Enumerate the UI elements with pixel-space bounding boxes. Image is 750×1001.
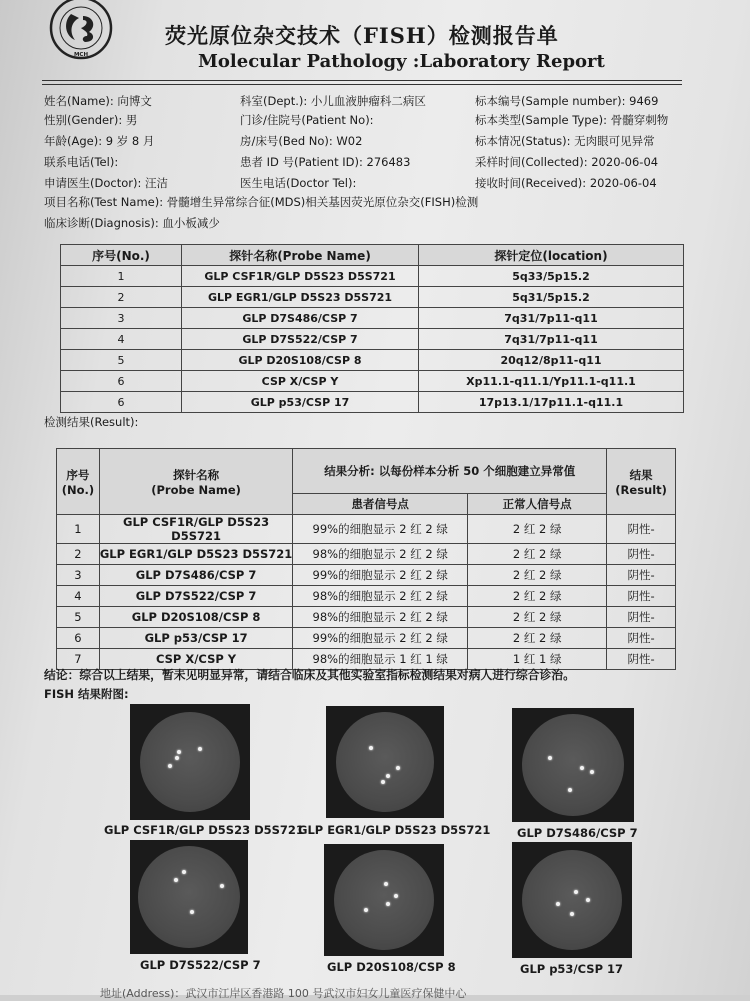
probe-no: 2 xyxy=(61,287,182,308)
col-location: 探针定位(location) xyxy=(419,245,684,266)
normal-signal: 2 红 2 绿 xyxy=(468,565,607,586)
patient-name: 姓名(Name): 向博文 xyxy=(44,94,152,108)
bed-number: 房/床号(Bed No): W02 xyxy=(240,134,363,148)
patient-id: 患者 ID 号(Patient ID): 276483 xyxy=(240,155,411,169)
result-no: 4 xyxy=(57,586,100,607)
col-patient-signal: 患者信号点 xyxy=(293,494,468,515)
result-value: 阴性- xyxy=(607,586,676,607)
col-analysis-header: 结果分析: 以每份样本分析 50 个细胞建立异常值 xyxy=(293,449,607,494)
probe-name: GLP D7S522/CSP 7 xyxy=(182,329,419,350)
probe-name: GLP CSF1R/GLP D5S23 D5S721 xyxy=(182,266,419,287)
probe-name: GLP EGR1/GLP D5S23 D5S721 xyxy=(182,287,419,308)
result-no: 5 xyxy=(57,607,100,628)
table-row xyxy=(57,515,676,544)
fish-caption: GLP p53/CSP 17 xyxy=(520,962,624,976)
normal-signal: 2 红 2 绿 xyxy=(468,586,607,607)
patient-gender: 性别(Gender): 男 xyxy=(44,113,138,127)
patient-signal: 99%的细胞显示 2 红 2 绿 xyxy=(293,565,468,586)
probe-table-header xyxy=(61,245,684,266)
department: 科室(Dept.): 小儿血液肿瘤科二病区 xyxy=(240,94,426,108)
patient-age: 年龄(Age): 9 岁 8 月 xyxy=(44,134,155,148)
result-probe: GLP D7S522/CSP 7 xyxy=(99,586,292,607)
probe-no: 6 xyxy=(61,392,182,413)
probe-location: 5q31/5p15.2 xyxy=(419,287,684,308)
header-rule xyxy=(42,80,682,81)
probe-name: GLP p53/CSP 17 xyxy=(182,392,419,413)
fish-image xyxy=(326,706,444,818)
hospital-logo xyxy=(33,0,129,62)
probe-no: 6 xyxy=(61,371,182,392)
result-no: 1 xyxy=(57,515,100,544)
result-probe: GLP p53/CSP 17 xyxy=(99,628,292,649)
table-row xyxy=(57,565,676,586)
col-probe-header xyxy=(99,449,292,515)
table-row xyxy=(57,628,676,649)
probe-location: 20q12/8p11-q11 xyxy=(419,350,684,371)
result-probe: GLP D20S108/CSP 8 xyxy=(99,607,292,628)
table-row xyxy=(57,586,676,607)
table-row xyxy=(61,329,684,350)
probe-no: 4 xyxy=(61,329,182,350)
result-no: 6 xyxy=(57,628,100,649)
result-no: 2 xyxy=(57,544,100,565)
result-no: 7 xyxy=(57,649,100,670)
patient-signal: 98%的细胞显示 2 红 2 绿 xyxy=(293,586,468,607)
patient-signal: 98%的细胞显示 2 红 2 绿 xyxy=(293,544,468,565)
result-probe: CSP X/CSP Y xyxy=(99,649,292,670)
table-row xyxy=(61,392,684,413)
svg-text:MCH: MCH xyxy=(73,52,89,58)
requesting-doctor: 申请医生(Doctor): 汪洁 xyxy=(44,176,168,190)
col-normal-signal: 正常人信号点 xyxy=(468,494,607,515)
normal-signal: 1 红 1 绿 xyxy=(468,649,607,670)
result-value: 阴性- xyxy=(607,515,676,544)
col-result-header xyxy=(607,449,676,515)
fish-image xyxy=(130,704,250,820)
fish-image xyxy=(512,708,634,822)
col-probe-cn: 探针名称 xyxy=(173,467,220,482)
images-label: FISH 结果附图: xyxy=(44,687,129,701)
patient-signal: 99%的细胞显示 2 红 2 绿 xyxy=(293,628,468,649)
result-value: 阴性- xyxy=(607,565,676,586)
col-no-en: (No.) xyxy=(61,482,95,497)
result-value: 阴性- xyxy=(607,628,676,649)
fish-caption: GLP D7S522/CSP 7 xyxy=(140,958,261,972)
table-row xyxy=(57,607,676,628)
normal-signal: 2 红 2 绿 xyxy=(468,515,607,544)
sample-status: 标本情况(Status): 无肉眼可见异常 xyxy=(475,134,655,148)
doctor-tel: 医生电话(Doctor Tel): xyxy=(240,176,357,190)
result-label: 检测结果(Result): xyxy=(44,415,139,429)
col-no: 序号(No.) xyxy=(61,245,182,266)
table-row xyxy=(61,266,684,287)
probe-table xyxy=(60,244,684,413)
col-probe-en: (Probe Name) xyxy=(151,482,241,497)
report-title-en: Molecular Pathology :Laboratory Report xyxy=(198,51,605,72)
table-row xyxy=(61,371,684,392)
result-no: 3 xyxy=(57,565,100,586)
col-probe-name: 探针名称(Probe Name) xyxy=(182,245,419,266)
report-title-cn: 荧光原位杂交技术（FISH）检测报告单 xyxy=(165,23,559,48)
result-probe: GLP D7S486/CSP 7 xyxy=(99,565,292,586)
normal-signal: 2 红 2 绿 xyxy=(468,628,607,649)
sample-type: 标本类型(Sample Type): 骨髓穿刺物 xyxy=(475,113,669,127)
col-no-cn: 序号 xyxy=(66,467,90,482)
result-value: 阴性- xyxy=(607,607,676,628)
probe-name: CSP X/CSP Y xyxy=(182,371,419,392)
result-value: 阴性- xyxy=(607,649,676,670)
header-rule-thin xyxy=(42,84,682,85)
patient-signal: 99%的细胞显示 2 红 2 绿 xyxy=(293,515,468,544)
fish-image xyxy=(512,842,632,958)
fish-caption: GLP D20S108/CSP 8 xyxy=(327,960,456,974)
col-result-cn: 结果 xyxy=(629,467,653,482)
probe-name: GLP D7S486/CSP 7 xyxy=(182,308,419,329)
patient-signal: 98%的细胞显示 2 红 2 绿 xyxy=(293,607,468,628)
table-row xyxy=(61,350,684,371)
table-row xyxy=(57,544,676,565)
patient-tel: 联系电话(Tel): xyxy=(44,155,119,169)
clinical-diagnosis: 临床诊断(Diagnosis): 血小板减少 xyxy=(44,216,220,230)
fish-image xyxy=(324,844,444,956)
table-row xyxy=(61,308,684,329)
probe-location: 5q33/5p15.2 xyxy=(419,266,684,287)
test-name: 项目名称(Test Name): 骨髓增生异常综合征(MDS)相关基因荧光原位杂交(FISH)检测 xyxy=(44,195,479,209)
normal-signal: 2 红 2 绿 xyxy=(468,607,607,628)
normal-signal: 2 红 2 绿 xyxy=(468,544,607,565)
result-probe: GLP CSF1R/GLP D5S23 D5S721 xyxy=(99,515,292,544)
conclusion: 结论：综合以上结果，暂未见明显异常，请结合临床及其他实验室指标检测结果对病人进行综合诊治。 xyxy=(44,668,575,682)
probe-location: 7q31/7p11-q11 xyxy=(419,308,684,329)
fish-caption: GLP EGR1/GLP D5S23 D5S721 xyxy=(298,823,491,837)
probe-location: Xp11.1-q11.1/Yp11.1-q11.1 xyxy=(419,371,684,392)
collected-time: 采样时间(Collected): 2020-06-04 xyxy=(475,155,659,169)
fish-caption: GLP D7S486/CSP 7 xyxy=(517,826,638,840)
col-no-header xyxy=(57,449,100,515)
table-row xyxy=(61,287,684,308)
probe-location: 17p13.1/17p11.1-q11.1 xyxy=(419,392,684,413)
result-value: 阴性- xyxy=(607,544,676,565)
received-time: 接收时间(Received): 2020-06-04 xyxy=(475,176,657,190)
probe-no: 3 xyxy=(61,308,182,329)
footer-address: 地址(Address)：武汉市江岸区香港路 100 号武汉市妇女儿童医疗保健中心 xyxy=(100,987,467,1000)
probe-no: 5 xyxy=(61,350,182,371)
sample-number: 标本编号(Sample number): 9469 xyxy=(475,94,659,108)
fish-caption: GLP CSF1R/GLP D5S23 D5S721 xyxy=(104,823,304,837)
patient-number: 门诊/住院号(Patient No): xyxy=(240,113,374,127)
probe-location: 7q31/7p11-q11 xyxy=(419,329,684,350)
probe-no: 1 xyxy=(61,266,182,287)
probe-name: GLP D20S108/CSP 8 xyxy=(182,350,419,371)
patient-signal: 98%的细胞显示 1 红 1 绿 xyxy=(293,649,468,670)
result-probe: GLP EGR1/GLP D5S23 D5S721 xyxy=(99,544,292,565)
col-result-en: (Result) xyxy=(615,482,667,497)
result-table xyxy=(56,448,676,670)
fish-image xyxy=(130,840,248,954)
